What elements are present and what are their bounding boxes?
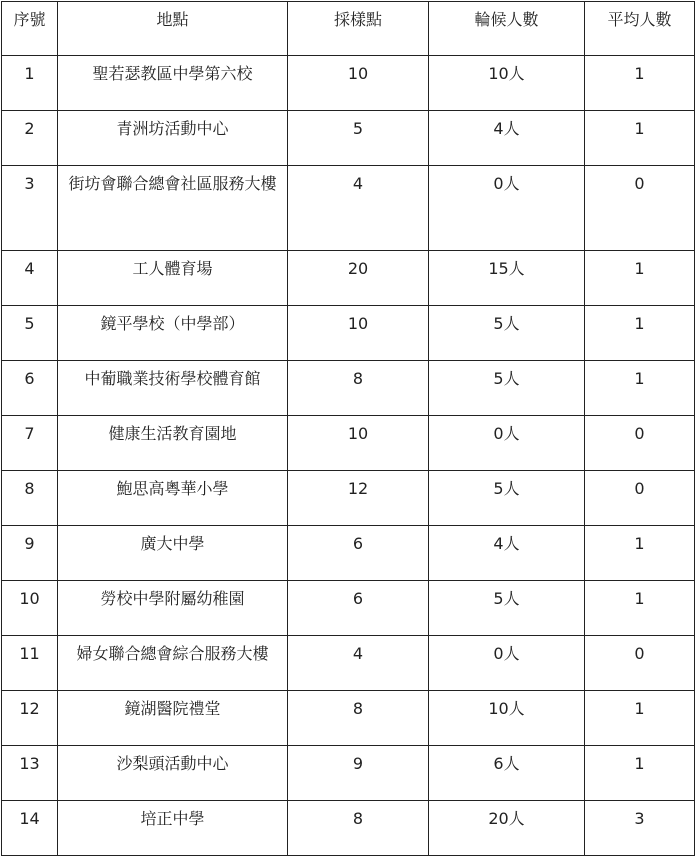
header-waiting-count: 輪候人數 bbox=[429, 2, 585, 56]
cell-average-count: 1 bbox=[585, 361, 695, 416]
cell-serial-number: 9 bbox=[2, 526, 58, 581]
table-row bbox=[2, 56, 695, 111]
cell-sampling-points: 20 bbox=[288, 251, 429, 306]
cell-location: 鮑思高粵華小學 bbox=[58, 471, 288, 526]
table-row bbox=[2, 526, 695, 581]
cell-location: 鏡平學校（中學部） bbox=[58, 306, 288, 361]
cell-sampling-points: 6 bbox=[288, 581, 429, 636]
cell-serial-number: 2 bbox=[2, 111, 58, 166]
table-row bbox=[2, 361, 695, 416]
cell-location: 工人體育場 bbox=[58, 251, 288, 306]
table-row bbox=[2, 691, 695, 746]
cell-location: 培正中學 bbox=[58, 801, 288, 856]
cell-average-count: 0 bbox=[585, 166, 695, 251]
cell-average-count: 1 bbox=[585, 691, 695, 746]
header-sampling-points: 採樣點 bbox=[288, 2, 429, 56]
table-row bbox=[2, 166, 695, 251]
sampling-station-table bbox=[1, 1, 695, 856]
cell-sampling-points: 10 bbox=[288, 416, 429, 471]
table-row bbox=[2, 306, 695, 361]
cell-waiting-count: 10人 bbox=[429, 691, 585, 746]
cell-sampling-points: 10 bbox=[288, 306, 429, 361]
cell-location: 廣大中學 bbox=[58, 526, 288, 581]
cell-serial-number: 4 bbox=[2, 251, 58, 306]
cell-sampling-points: 9 bbox=[288, 746, 429, 801]
cell-location: 青洲坊活動中心 bbox=[58, 111, 288, 166]
cell-average-count: 1 bbox=[585, 581, 695, 636]
cell-waiting-count: 15人 bbox=[429, 251, 585, 306]
cell-waiting-count: 0人 bbox=[429, 636, 585, 691]
cell-serial-number: 7 bbox=[2, 416, 58, 471]
cell-location: 鏡湖醫院禮堂 bbox=[58, 691, 288, 746]
cell-sampling-points: 5 bbox=[288, 111, 429, 166]
table-row bbox=[2, 111, 695, 166]
table-row bbox=[2, 801, 695, 856]
cell-waiting-count: 5人 bbox=[429, 361, 585, 416]
header-location: 地點 bbox=[58, 2, 288, 56]
cell-serial-number: 5 bbox=[2, 306, 58, 361]
cell-serial-number: 1 bbox=[2, 56, 58, 111]
cell-waiting-count: 4人 bbox=[429, 526, 585, 581]
table-header-row bbox=[2, 2, 695, 56]
table-row bbox=[2, 471, 695, 526]
cell-sampling-points: 6 bbox=[288, 526, 429, 581]
cell-waiting-count: 0人 bbox=[429, 416, 585, 471]
cell-serial-number: 13 bbox=[2, 746, 58, 801]
cell-waiting-count: 4人 bbox=[429, 111, 585, 166]
cell-serial-number: 10 bbox=[2, 581, 58, 636]
cell-sampling-points: 4 bbox=[288, 636, 429, 691]
cell-average-count: 3 bbox=[585, 801, 695, 856]
cell-waiting-count: 5人 bbox=[429, 581, 585, 636]
cell-serial-number: 12 bbox=[2, 691, 58, 746]
cell-average-count: 0 bbox=[585, 636, 695, 691]
table-row bbox=[2, 581, 695, 636]
cell-waiting-count: 5人 bbox=[429, 306, 585, 361]
cell-location: 婦女聯合總會綜合服務大樓 bbox=[58, 636, 288, 691]
cell-average-count: 1 bbox=[585, 251, 695, 306]
cell-serial-number: 11 bbox=[2, 636, 58, 691]
cell-location: 勞校中學附屬幼稚園 bbox=[58, 581, 288, 636]
cell-serial-number: 6 bbox=[2, 361, 58, 416]
cell-sampling-points: 4 bbox=[288, 166, 429, 251]
cell-sampling-points: 12 bbox=[288, 471, 429, 526]
table-row bbox=[2, 636, 695, 691]
cell-average-count: 1 bbox=[585, 746, 695, 801]
cell-sampling-points: 10 bbox=[288, 56, 429, 111]
cell-serial-number: 3 bbox=[2, 166, 58, 251]
cell-average-count: 0 bbox=[585, 416, 695, 471]
cell-average-count: 1 bbox=[585, 111, 695, 166]
cell-location: 沙梨頭活動中心 bbox=[58, 746, 288, 801]
cell-waiting-count: 20人 bbox=[429, 801, 585, 856]
cell-average-count: 1 bbox=[585, 56, 695, 111]
cell-waiting-count: 10人 bbox=[429, 56, 585, 111]
cell-waiting-count: 0人 bbox=[429, 166, 585, 251]
cell-average-count: 1 bbox=[585, 306, 695, 361]
cell-location: 中葡職業技術學校體育館 bbox=[58, 361, 288, 416]
cell-location: 聖若瑟教區中學第六校 bbox=[58, 56, 288, 111]
cell-sampling-points: 8 bbox=[288, 691, 429, 746]
table-row bbox=[2, 746, 695, 801]
cell-serial-number: 14 bbox=[2, 801, 58, 856]
cell-waiting-count: 5人 bbox=[429, 471, 585, 526]
cell-waiting-count: 6人 bbox=[429, 746, 585, 801]
cell-average-count: 1 bbox=[585, 526, 695, 581]
cell-average-count: 0 bbox=[585, 471, 695, 526]
table-row bbox=[2, 251, 695, 306]
header-serial-number: 序號 bbox=[2, 2, 58, 56]
cell-sampling-points: 8 bbox=[288, 361, 429, 416]
cell-location: 街坊會聯合總會社區服務大樓 bbox=[58, 166, 288, 251]
table-row bbox=[2, 416, 695, 471]
cell-serial-number: 8 bbox=[2, 471, 58, 526]
cell-location: 健康生活教育園地 bbox=[58, 416, 288, 471]
cell-sampling-points: 8 bbox=[288, 801, 429, 856]
header-average-count: 平均人數 bbox=[585, 2, 695, 56]
